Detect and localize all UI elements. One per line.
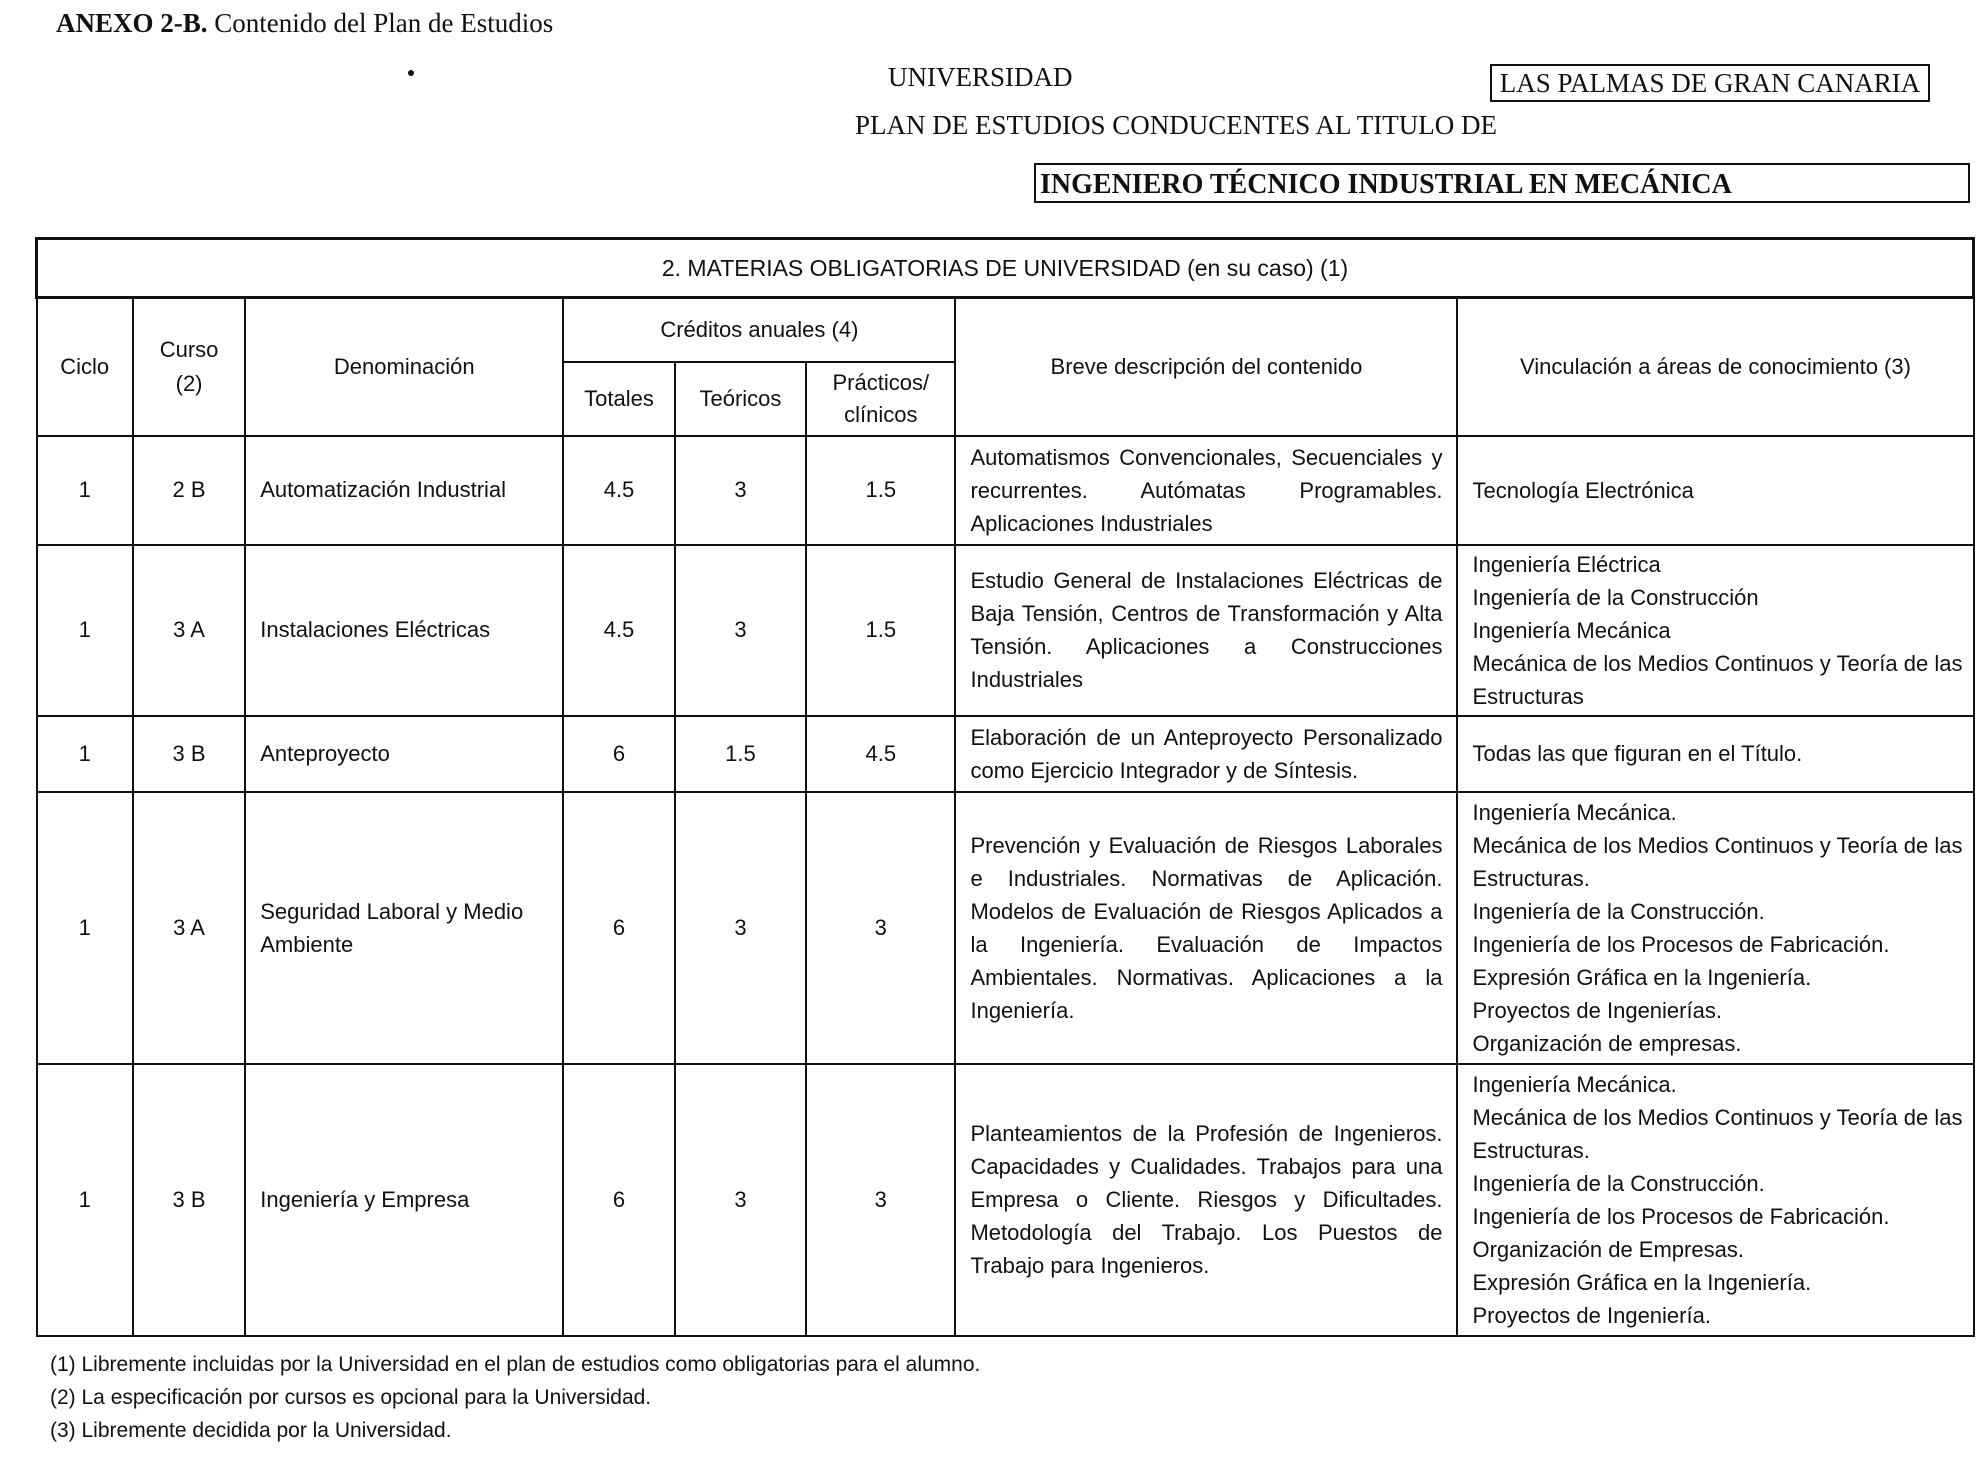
cell-denominacion: Instalaciones Eléctricas [245,545,563,716]
area-item: Expresión Gráfica en la Ingeniería. [1472,1269,1812,1295]
header-ciclo: Ciclo [37,298,133,436]
cell-practicos: 1.5 [806,545,955,716]
university-label: UNIVERSIDAD [888,62,1073,92]
cell-ciclo: 1 [37,716,133,792]
table-row [37,792,1974,1064]
area-item: Mecánica de los Medios Continuos y Teoría de las [1472,832,1963,858]
cell-teoricos: 1.5 [675,716,806,792]
cell-totales: 6 [563,792,674,1064]
area-item: Proyectos de Ingenierías. [1472,997,1722,1023]
footnote-1: (1) Libremente incluidas por la Universidad en el plan de estudios como obligatorias para el alumno. [50,1353,981,1376]
cell-areas [1457,1064,1973,1336]
annex-title [56,8,553,39]
header-creditos: Créditos anuales (4) [563,298,955,362]
area-item: Mecánica de los Medios Continuos y Teoría de las [1472,1104,1963,1130]
cell-ciclo: 1 [37,436,133,545]
cell-teoricos: 3 [675,436,806,545]
cell-totales: 4.5 [563,545,674,716]
table-row [37,1064,1974,1336]
area-item: Ingeniería de la Construcción. [1472,1170,1765,1196]
header-practicos [806,362,955,436]
cell-ciclo: 1 [37,1064,133,1336]
area-item: Proyectos de Ingeniería. [1472,1302,1711,1328]
cell-totales: 6 [563,1064,674,1336]
header-teoricos: Teóricos [675,362,806,436]
area-item: Organización de Empresas. [1472,1236,1744,1262]
header-curso-line2: (2) [175,370,203,396]
cell-descripcion: Estudio General de Instalaciones Eléctricas de Baja Tensión, Centros de Transformación y Alta Tensión. Aplicaciones a Construcciones Industriales [955,545,1457,716]
table-caption: 2. MATERIAS OBLIGATORIAS DE UNIVERSIDAD (en su caso) (1) [37,239,1974,298]
area-item: Estructuras. [1472,1137,1590,1163]
cell-descripcion: Automatismos Convencionales, Secuenciales y recurrentes. Autómatas Programables. Aplicaciones Industriales [955,436,1457,545]
cell-practicos: 3 [806,1064,955,1336]
cell-denominacion: Ingeniería y Empresa [245,1064,563,1336]
cell-ciclo: 1 [37,545,133,716]
header-denominacion: Denominación [245,298,563,436]
area-item: Ingeniería Eléctrica [1472,551,1661,577]
cell-curso: 3 B [133,1064,245,1336]
footnote-2: (2) La especificación por cursos es opcional para la Universidad. [50,1386,652,1409]
cell-areas [1457,436,1973,545]
area-item: Tecnología Electrónica [1472,477,1694,503]
footnotes [50,1348,980,1447]
header-curso-line1: Curso [159,336,219,362]
header-descripcion: Breve descripción del contenido [955,298,1457,436]
header-practicos-line2: clínicos [844,401,918,427]
area-item: Organización de empresas. [1472,1030,1742,1056]
cell-totales: 4.5 [563,436,674,545]
annex-number: ANEXO 2-B. [56,8,208,38]
denominacion-line2: Ambiente [260,931,354,957]
area-item: Estructuras. [1472,865,1590,891]
cell-denominacion: Anteproyecto [245,716,563,792]
area-item: Todas las que figuran en el Título. [1472,741,1803,766]
cell-descripcion: Prevención y Evaluación de Riesgos Laborales e Industriales. Normativas de Aplicación. Modelos de Evaluación de Riesgos Aplicados a la Ingeniería. Evaluación de Impactos Ambientales. Normativas. Aplicaciones a la Ingeniería. [955,792,1457,1064]
cell-teoricos: 3 [675,1064,806,1336]
cell-practicos: 1.5 [806,436,955,545]
annex-subtitle: Contenido del Plan de Estudios [214,8,554,38]
area-item: Ingeniería Mecánica. [1472,1071,1677,1097]
area-item: Ingeniería de la Construcción [1472,584,1759,610]
cell-areas [1457,792,1973,1064]
table-row [37,545,1974,716]
area-item: Ingeniería de la Construcción. [1472,898,1765,924]
header-curso [133,298,245,436]
table-row [37,716,1974,792]
cell-descripcion: Elaboración de un Anteproyecto Personalizado como Ejercicio Integrador y de Síntesis. [955,716,1457,792]
cell-areas [1457,716,1973,792]
cell-areas [1457,545,1973,716]
cell-denominacion: Automatización Industrial [245,436,563,545]
area-item: Ingeniería de los Procesos de Fabricación. [1472,931,1890,957]
cell-practicos: 3 [806,792,955,1064]
cell-totales: 6 [563,716,674,792]
plan-label: PLAN DE ESTUDIOS CONDUCENTES AL TITULO DE [855,110,1497,140]
area-item: Estructuras [1472,683,1584,709]
header-totales: Totales [563,362,674,436]
area-item: Mecánica de los Medios Continuos y Teoría de las [1472,650,1963,676]
denominacion-line1: Seguridad Laboral y Medio [260,898,524,924]
cell-denominacion [245,792,563,1064]
footnote-3: (3) Libremente decidida por la Universidad. [50,1419,452,1442]
table-row [37,436,1974,545]
cell-curso: 3 A [133,545,245,716]
cell-descripcion: Planteamientos de la Profesión de Ingenieros. Capacidades y Cualidades. Trabajos para una Empresa o Cliente. Riesgos y Dificultades. Metodología del Trabajo. Los Puestos de Trabajo para Ingenieros. [955,1064,1457,1336]
subjects-table [35,237,1975,1337]
header-practicos-line1: Prácticos/ [832,369,930,395]
degree-title: INGENIERO TÉCNICO INDUSTRIAL EN MECÁNICA [1034,163,1970,203]
area-item: Ingeniería de los Procesos de Fabricación. [1472,1203,1890,1229]
cell-practicos: 4.5 [806,716,955,792]
area-item: Expresión Gráfica en la Ingeniería. [1472,964,1812,990]
cell-teoricos: 3 [675,545,806,716]
area-item: Ingeniería Mecánica. [1472,799,1677,825]
university-name: LAS PALMAS DE GRAN CANARIA [1490,64,1930,102]
cell-teoricos: 3 [675,792,806,1064]
cell-curso: 2 B [133,436,245,545]
header-vinculacion: Vinculación a áreas de conocimiento (3) [1457,298,1973,436]
stray-dot [408,70,414,76]
cell-ciclo: 1 [37,792,133,1064]
area-item: Ingeniería Mecánica [1472,617,1671,643]
cell-curso: 3 B [133,716,245,792]
cell-curso: 3 A [133,792,245,1064]
